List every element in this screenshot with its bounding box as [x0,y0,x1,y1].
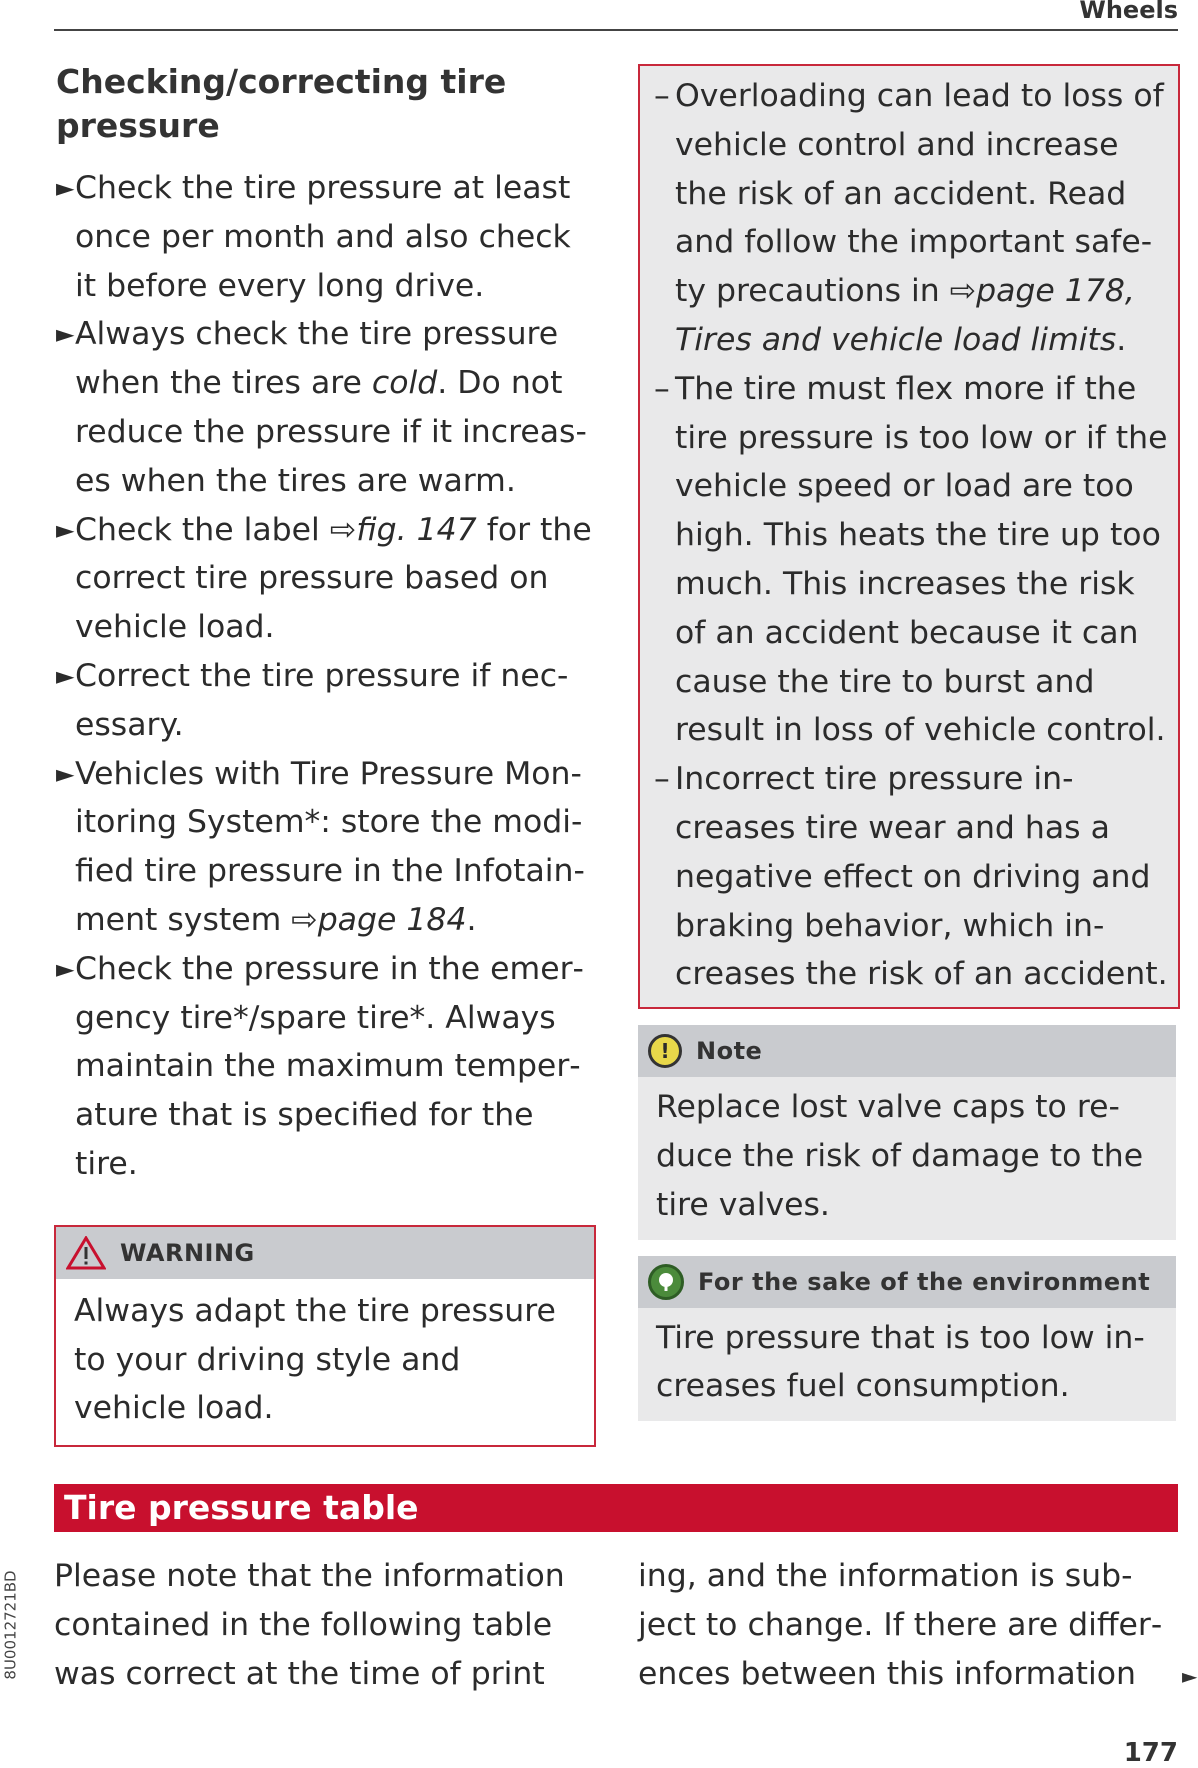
dash-bullet: – [654,370,670,407]
warning-label: WARNING [120,1238,255,1267]
triangle-bullet-icon: ► [56,174,75,202]
step-item: ► Check the tire pressure at least once per month and also check it before every long drive. [54,164,594,310]
page-number: 177 [1123,1738,1178,1768]
step-item: ► Correct the tire pressure if necessary. [54,652,594,750]
triangle-bullet-icon: ► [56,954,75,983]
warning-triangle-icon [66,1236,106,1270]
table-intro-text-left: Please note that the information contained in the following table was correct at the time of print [54,1558,565,1692]
triangle-bullet-icon: ► [56,759,75,788]
dash-bullet: – [654,78,670,114]
right-column [638,64,1178,1421]
warning-box [54,1225,596,1447]
page-title: Checking/correcting tire pressure [56,62,507,145]
triangle-bullet-icon: ► [56,661,75,690]
section-banner-title: Tire pressure table [64,1488,419,1527]
tree-icon [648,1264,684,1300]
step-item: ► Check the label ⇨fig. 147 for the correct tire pressure based on vehicle load. [54,506,594,652]
warning-list-item: – The tire must flex more if the tire pressure is too low or if the vehicle speed or load are too high. This heats the tire up too much. This increases the risk of an accident because it can cause the tire to burst and result in loss of vehicle control. [654,365,1170,755]
environment-header [638,1256,1176,1308]
section-label: Wheels [1079,0,1178,24]
note-text: Replace lost valve caps to reduce the risk of damage to the tire valves. [656,1089,1144,1223]
header-rule [54,29,1178,31]
exclamation-icon: ! [648,1034,682,1068]
note-label: Note [696,1037,763,1066]
page-reference-link[interactable]: page 184 [317,901,467,938]
environment-text: Tire pressure that is too low increases fuel consumption. [656,1319,1145,1405]
left-column [54,60,594,1447]
note-box [638,1025,1176,1239]
figure-reference-link[interactable]: fig. 147 [356,511,477,548]
warning-list-item: – Overloading can lead to loss of vehicle control and increase the risk of an accident. Read and follow the important safety precautions in ⇨page 178, Tires and vehicle load limits. [654,72,1170,365]
continue-arrow-icon: ► [1182,1664,1198,1688]
warning-text: Always adapt the tire pressure to your driving style and vehicle load. [74,1292,556,1427]
triangle-bullet-icon: ► [56,320,75,349]
section-banner [54,1484,1178,1532]
page-reference-link[interactable]: page 178, Tires and vehicle load limits [675,273,1135,358]
dash-bullet: – [654,761,670,798]
step-item: ► Always check the tire pressure when the tires are cold. Do not reduce the pressure if it increases when the tires are warm. [54,310,594,505]
environment-box [638,1256,1176,1422]
table-intro-text-right: ing, and the information is subject to change. If there are differences between this information [638,1558,1163,1692]
document-code: 8U0012721BD [1,1570,20,1680]
warning-header [56,1227,594,1279]
note-header [638,1025,1176,1077]
warning-continuation-box [638,64,1180,1009]
step-item: ► Vehicles with Tire Pressure Monitoring System*: store the modified tire pressure in the Infotainment system ⇨page 184. [54,750,594,945]
warning-list-item: – Incorrect tire pressure increases tire wear and has a negative effect on driving and braking behavior, which increases the risk of an accident. [654,755,1170,999]
environment-label: For the sake of the environment [698,1267,1151,1296]
step-item: ► Check the pressure in the emergency tire*/spare tire*. Always maintain the maximum temperature that is specified for the tire. [54,945,594,1189]
triangle-bullet-icon: ► [56,515,75,544]
